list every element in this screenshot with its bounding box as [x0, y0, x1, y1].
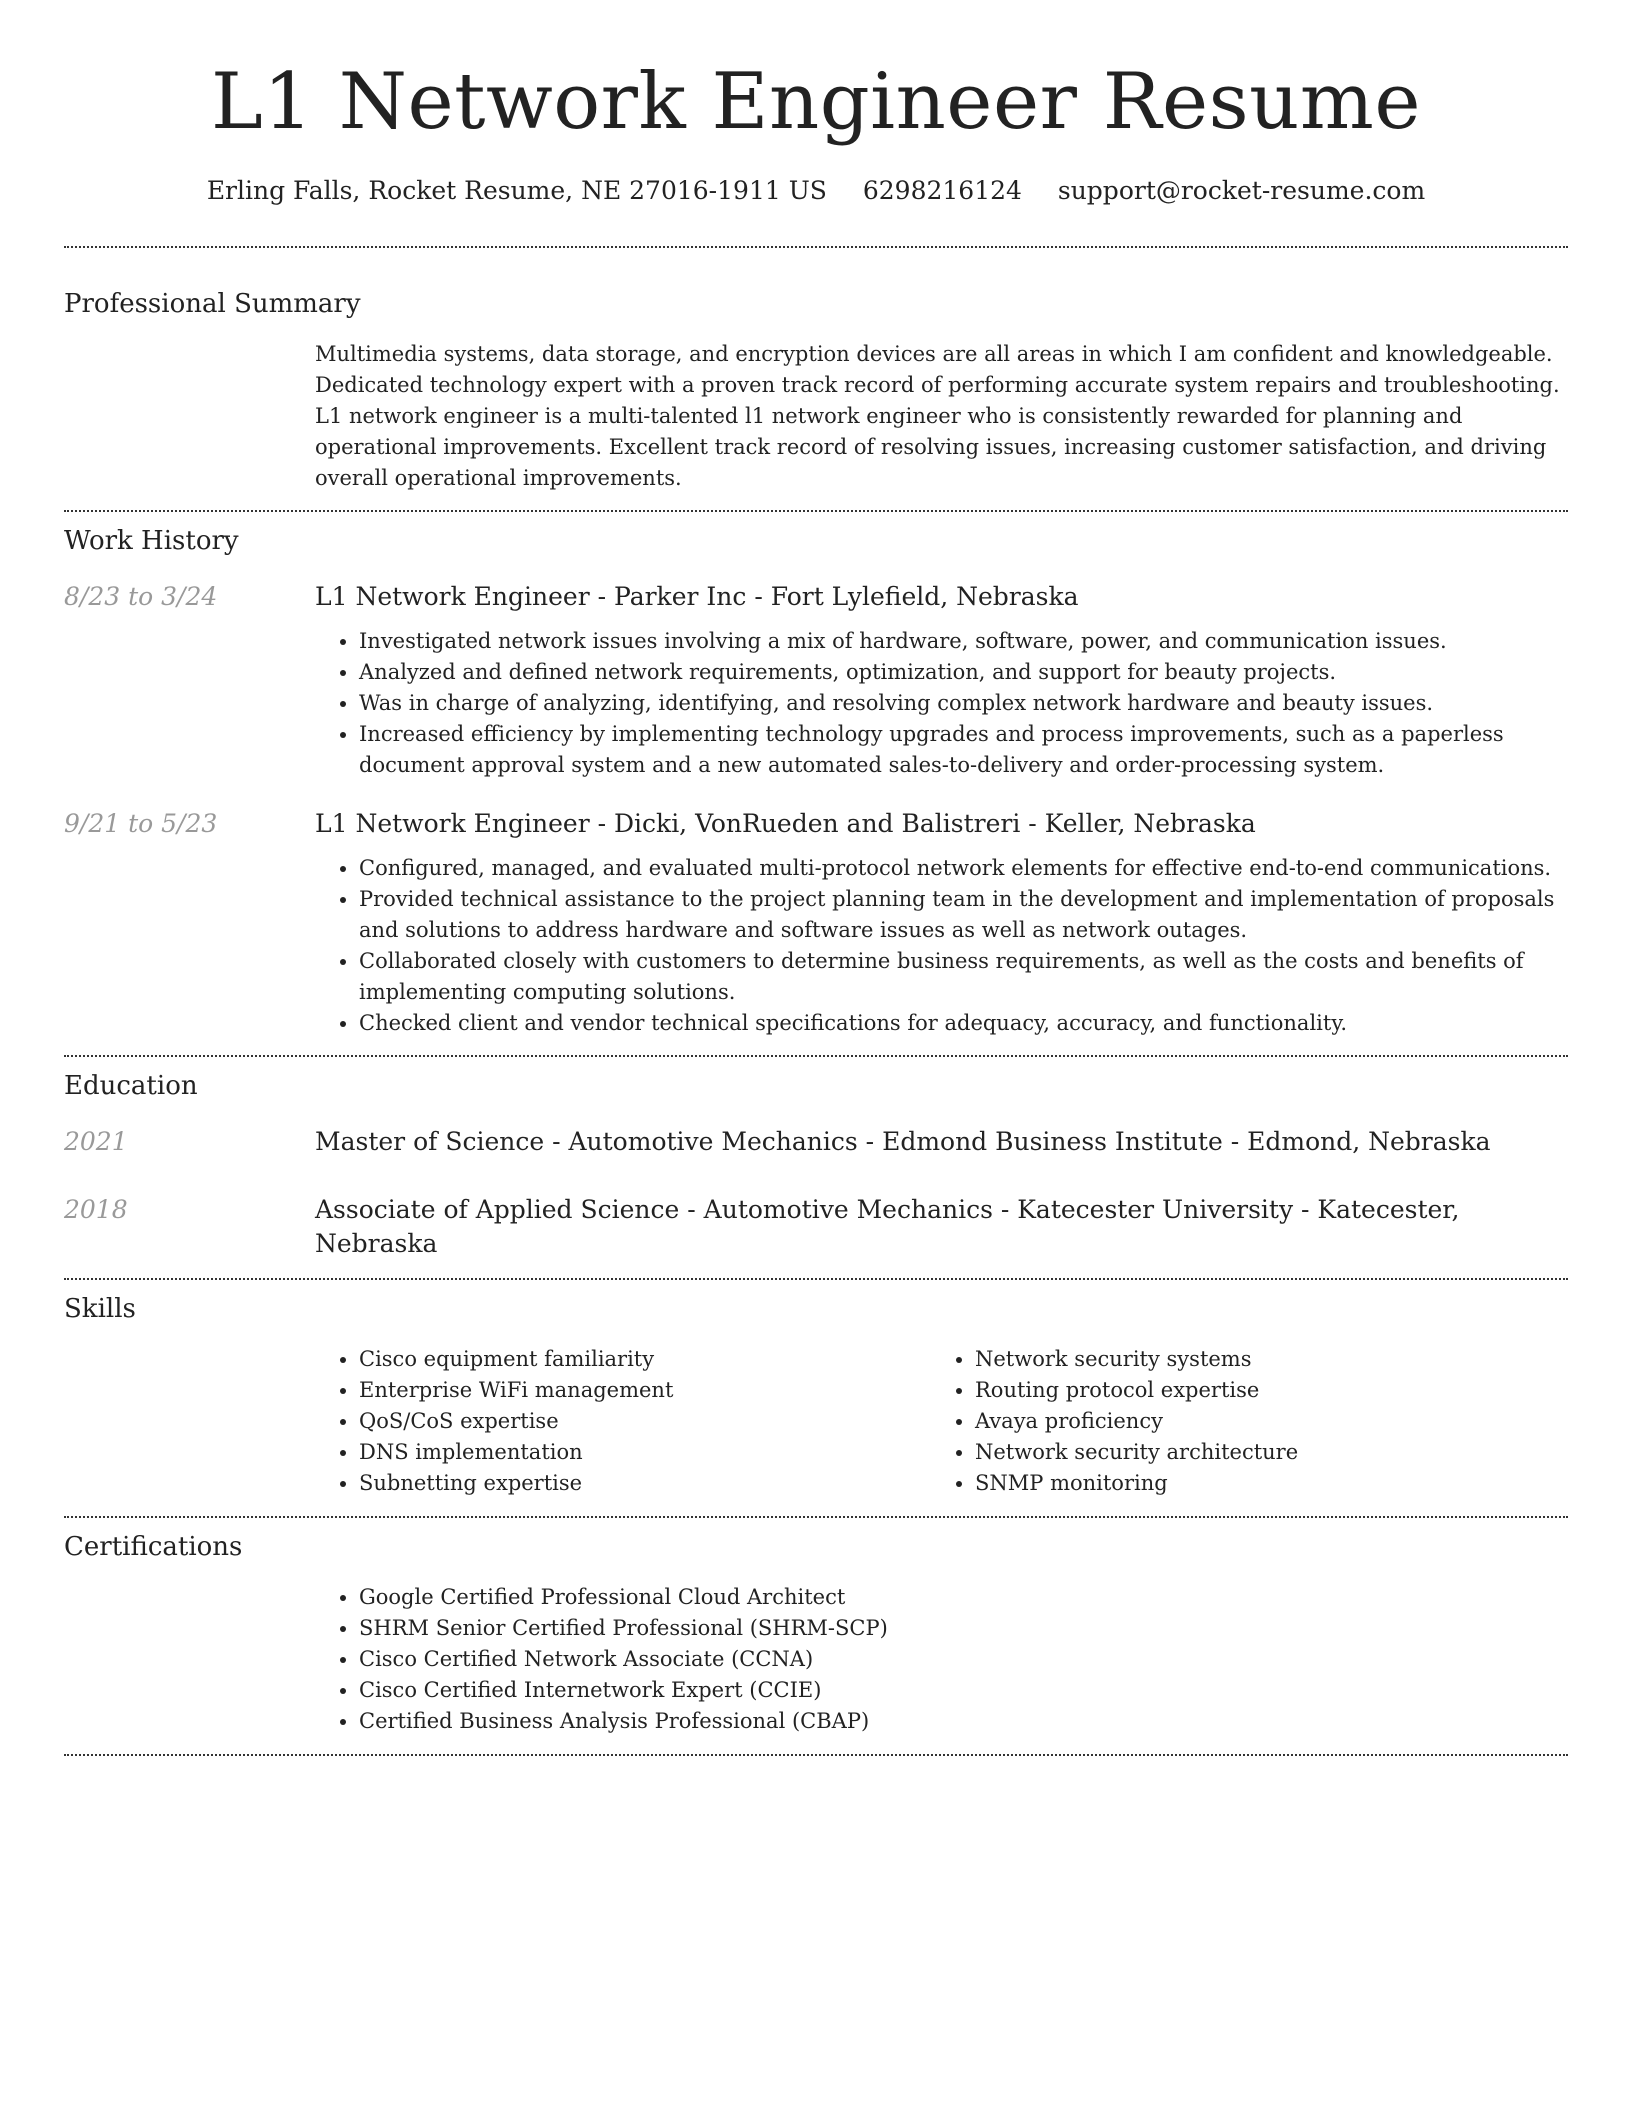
job-bullets [315, 853, 1568, 1039]
education-details [315, 1125, 1568, 1159]
section-title-summary: Professional Summary [64, 289, 361, 319]
list-item: • Provided technical assistance to the project planning team in the development and implementation of proposals and solutions to address hardware and software issues as well as network outages. [359, 884, 1568, 946]
list-item: • Network security architecture [975, 1437, 1547, 1468]
contact-phone: 6298216124 [862, 176, 1022, 205]
education-entry [64, 1193, 1568, 1261]
summary-row [64, 339, 1568, 494]
list-item: • QoS/CoS expertise [359, 1406, 931, 1437]
list-item: • Network security systems [975, 1344, 1547, 1375]
list-item: • Collaborated closely with customers to determine business requirements, as well as the costs and benefits of implementing computing solutions. [359, 946, 1568, 1008]
education-title: Master of Science - Automotive Mechanics - Edmond Business Institute - Edmond, Nebraska [315, 1127, 1491, 1156]
skills-spacer [64, 1344, 315, 1499]
skills-list-left [315, 1344, 931, 1499]
list-item: • Cisco equipment familiarity [359, 1344, 931, 1375]
list-item: • Certified Business Analysis Professional (CBAP) [359, 1706, 1568, 1737]
job-bullets [315, 626, 1568, 781]
job-details [315, 580, 1568, 781]
skills-list-right [931, 1344, 1547, 1499]
skills-section [64, 1292, 1568, 1499]
list-item: • Was in charge of analyzing, identifying, and resolving complex network hardware and beauty issues. [359, 688, 1568, 719]
list-item: • Enterprise WiFi management [359, 1375, 931, 1406]
divider [64, 1055, 1568, 1057]
divider [64, 510, 1568, 512]
job-details [315, 807, 1568, 1039]
certifications-row [64, 1582, 1568, 1737]
certifications-body [315, 1582, 1568, 1737]
job-title: L1 Network Engineer - Parker Inc - Fort Lylefield, Nebraska [315, 582, 1079, 611]
summary-text: Multimedia systems, data storage, and encryption devices are all areas in which I am confident and knowledgeable. Dedicated technology expert with a proven track record of performing accurate system repairs and troubleshooting. L1 network engineer is a multi-talented l1 network engineer who is consistently rewarded for planning and operational improvements. Excellent track record of resolving issues, increasing customer satisfaction, and driving overall operational improvements. [315, 342, 1560, 490]
list-item: • Increased efficiency by implementing technology upgrades and process improvements, such as a paperless document approval system and a new automated sales-to-delivery and order-processing system. [359, 719, 1568, 781]
education-entry [64, 1125, 1568, 1159]
divider [64, 1516, 1568, 1518]
list-item: • Investigated network issues involving a mix of hardware, software, power, and communication issues. [359, 626, 1568, 657]
education-section [64, 1069, 1568, 1261]
work-section [64, 524, 1568, 1039]
list-item: • SNMP monitoring [975, 1468, 1547, 1499]
list-item: • Cisco Certified Network Associate (CCNA) [359, 1644, 1568, 1675]
divider [64, 1278, 1568, 1280]
divider [64, 1754, 1568, 1756]
job-dates: 9/21 to 5/23 [64, 809, 218, 838]
job-entry [64, 807, 1568, 1039]
section-title-education: Education [64, 1071, 198, 1101]
list-item: • Avaya proficiency [975, 1406, 1547, 1437]
section-title-skills: Skills [64, 1294, 136, 1324]
education-year: 2018 [64, 1195, 128, 1224]
summary-spacer [64, 339, 315, 494]
contact-email: support@rocket-resume.com [1057, 176, 1426, 205]
education-details [315, 1193, 1568, 1261]
summary-section [64, 287, 1568, 494]
education-year: 2021 [64, 1127, 128, 1156]
resume-title: L1 Network Engineer Resume [210, 57, 1421, 147]
list-item: • Google Certified Professional Cloud Architect [359, 1582, 1568, 1613]
contact-info [64, 174, 1568, 208]
section-title-certifications: Certifications [64, 1532, 243, 1562]
section-title-work: Work History [64, 526, 239, 556]
skills-grid [315, 1344, 1568, 1499]
summary-body [315, 339, 1568, 494]
certifications-spacer [64, 1582, 315, 1737]
list-item: • Cisco Certified Internetwork Expert (CCIE) [359, 1675, 1568, 1706]
list-item: • Subnetting expertise [359, 1468, 931, 1499]
job-dates: 8/23 to 3/24 [64, 582, 218, 611]
list-item: • SHRM Senior Certified Professional (SHRM-SCP) [359, 1613, 1568, 1644]
job-entry [64, 580, 1568, 781]
certifications-list [315, 1582, 1568, 1737]
list-item: • DNS implementation [359, 1437, 931, 1468]
contact-address: Erling Falls, Rocket Resume, NE 27016-1911 US [206, 176, 827, 205]
job-title: L1 Network Engineer - Dicki, VonRueden and Balistreri - Keller, Nebraska [315, 809, 1256, 838]
education-title: Associate of Applied Science - Automotive Mechanics - Katecester University - Katecester, Nebraska [315, 1195, 1460, 1258]
certifications-section [64, 1530, 1568, 1737]
divider [64, 246, 1568, 248]
list-item: • Checked client and vendor technical specifications for adequacy, accuracy, and functionality. [359, 1008, 1568, 1039]
list-item: • Routing protocol expertise [975, 1375, 1547, 1406]
skills-row [64, 1344, 1568, 1499]
list-item: • Configured, managed, and evaluated multi-protocol network elements for effective end-to-end communications. [359, 853, 1568, 884]
list-item: • Analyzed and defined network requirements, optimization, and support for beauty projects. [359, 657, 1568, 688]
